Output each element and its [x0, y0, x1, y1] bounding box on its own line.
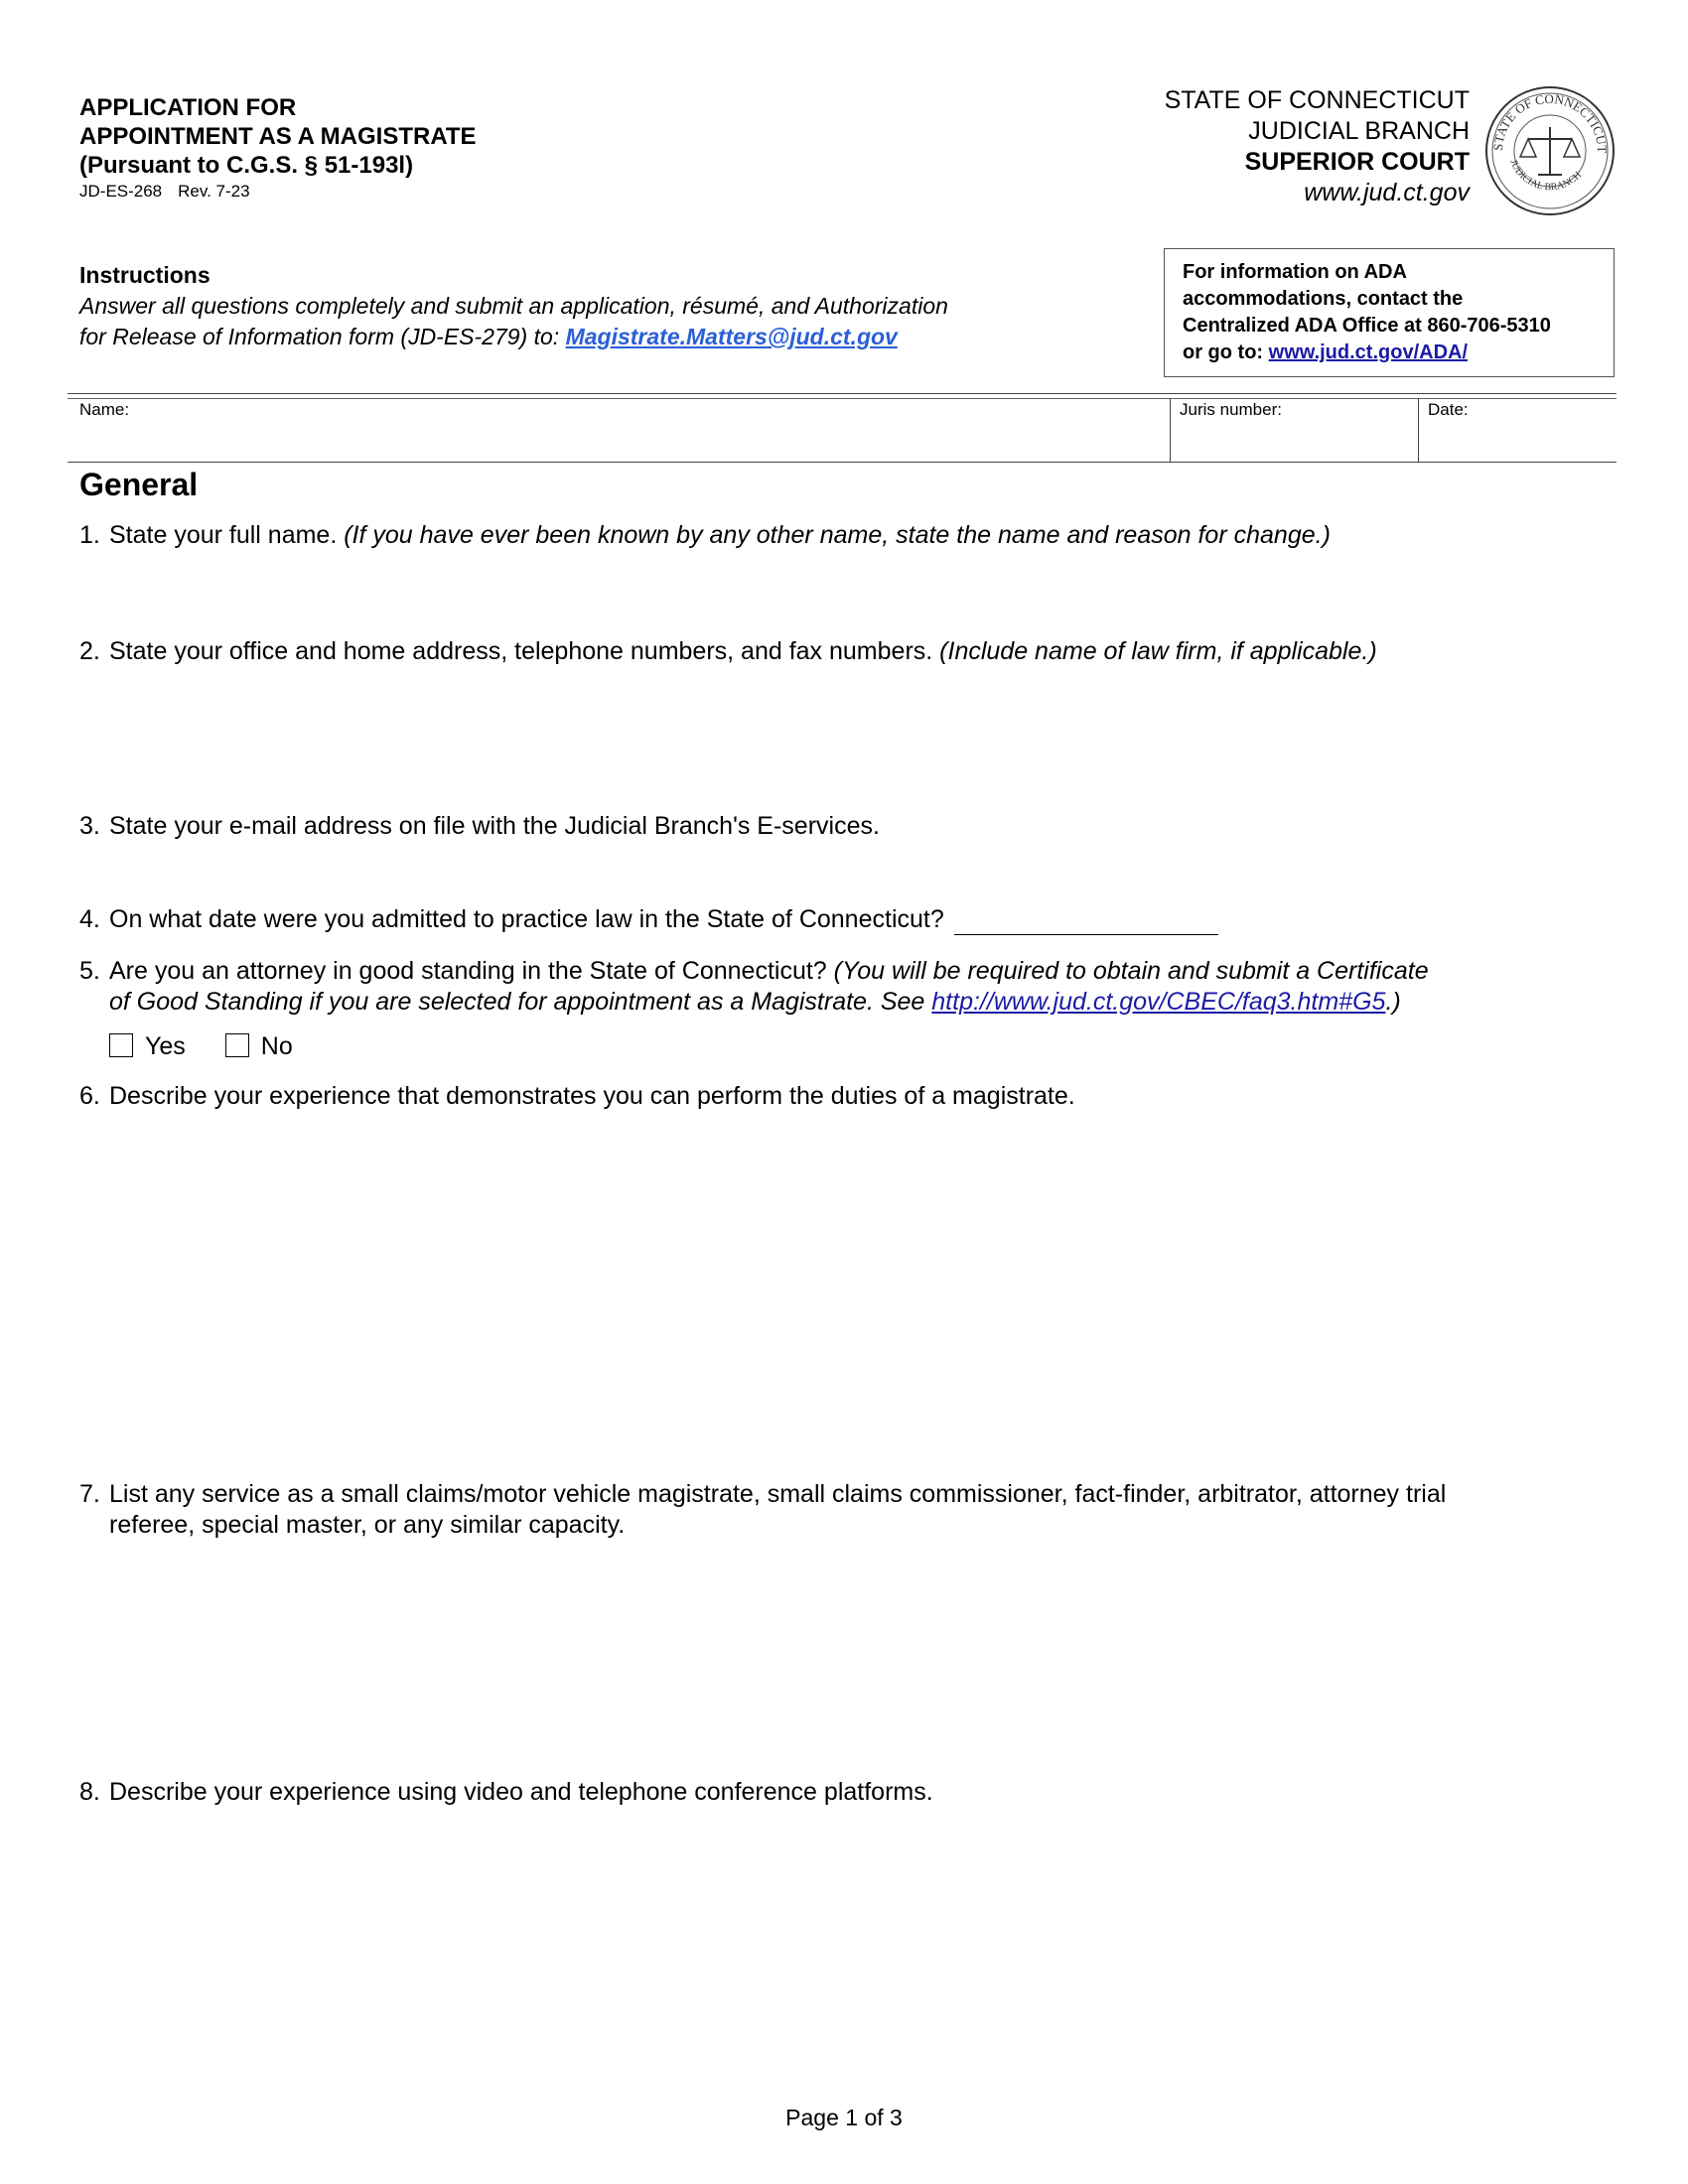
instructions-line-1: Answer all questions completely and submit an application, résumé, and Authorization: [79, 293, 948, 319]
question-text: Are you an attorney in good standing in the State of Connecticut?: [109, 957, 834, 985]
question-number: 4.: [79, 905, 100, 933]
court-branch: JUDICIAL BRANCH: [1248, 117, 1470, 145]
court-name: SUPERIOR COURT: [1244, 148, 1470, 176]
field-divider: [1418, 398, 1419, 462]
title-line-2: APPOINTMENT AS A MAGISTRATE: [79, 123, 477, 150]
question-text: On what date were you admitted to practice law in the State of Connecticut?: [109, 905, 944, 933]
no-checkbox[interactable]: [225, 1033, 249, 1057]
question-4: [79, 904, 1614, 935]
ada-link[interactable]: www.jud.ct.gov/ADA/: [1268, 341, 1469, 363]
court-website: www.jud.ct.gov: [1304, 179, 1470, 206]
question-note: (Include name of law firm, if applicable.): [939, 637, 1377, 665]
question-number: 7.: [79, 1480, 100, 1508]
field-row-rule-top: [68, 393, 1617, 394]
title-line-1: APPLICATION FOR: [79, 94, 297, 121]
question-number: 5.: [79, 957, 100, 985]
field-row-rule-bottom: [68, 462, 1617, 463]
yes-checkbox[interactable]: [109, 1033, 133, 1057]
question-text: State your full name.: [109, 521, 345, 549]
form-number-line: [79, 182, 250, 202]
form-revision: Rev. 7-23: [178, 182, 250, 201]
question-text: State your office and home address, telephone numbers, and fax numbers.: [109, 637, 940, 665]
ada-line-1: For information on ADA: [1183, 261, 1407, 283]
question-text: Describe your experience that demonstrates you can perform the duties of a magistrate.: [109, 1082, 1075, 1110]
instructions: [79, 260, 1072, 352]
court-state: STATE OF CONNECTICUT: [1164, 86, 1470, 114]
admission-date-field[interactable]: [954, 910, 1218, 935]
juris-number-field[interactable]: [1180, 421, 1410, 461]
question-text: List any service as a small claims/motor vehicle magistrate, small claims commissioner, fact-finder, arbitrator, attorney trial: [109, 1480, 1447, 1508]
question-6: [79, 1081, 1614, 1112]
no-option[interactable]: [225, 1032, 293, 1061]
answer-6-area[interactable]: [109, 1117, 1614, 1464]
name-field-label: Name:: [79, 400, 130, 419]
yes-option[interactable]: [109, 1032, 186, 1061]
question-note: (If you have ever been known by any other name, state the name and reason for change.): [344, 521, 1331, 549]
ada-line-2: accommodations, contact the: [1183, 288, 1464, 310]
name-field[interactable]: [79, 421, 1162, 461]
instructions-email-link[interactable]: Magistrate.Matters@jud.ct.gov: [565, 324, 898, 349]
date-field[interactable]: [1428, 421, 1613, 461]
court-block: [1165, 85, 1470, 208]
ada-info-box: [1164, 248, 1615, 377]
question-note: (You will be required to obtain and submit a Certificate: [833, 957, 1429, 985]
ada-line-4: [1183, 340, 1596, 366]
question-note-close: .): [1385, 988, 1401, 1016]
question-2: [79, 636, 1614, 667]
svg-text:STATE OF CONNECTICUT: STATE OF CONNECTICUT: [1489, 90, 1611, 154]
answer-2-area[interactable]: [109, 672, 1614, 801]
answer-3-area[interactable]: [109, 847, 1614, 896]
good-standing-faq-link[interactable]: http://www.jud.ct.gov/CBEC/faq3.htm#G5: [931, 988, 1386, 1016]
judicial-seal-icon: [1482, 83, 1618, 218]
section-general-title: General: [79, 467, 199, 502]
question-5: [79, 956, 1614, 1018]
instructions-heading: Instructions: [79, 262, 211, 288]
answer-8-area[interactable]: [109, 1813, 1614, 2071]
svg-text:JUDICIAL BRANCH: JUDICIAL BRANCH: [1507, 158, 1585, 194]
question-3: [79, 811, 1614, 842]
no-label: No: [260, 1032, 293, 1060]
question-number: 1.: [79, 521, 100, 549]
field-row-rule-top-inner: [68, 398, 1617, 399]
question-note-cont: of Good Standing if you are selected for appointment as a Magistrate. See: [109, 988, 932, 1016]
juris-number-label: Juris number:: [1180, 400, 1282, 419]
form-number: JD-ES-268: [79, 182, 163, 201]
good-standing-options: [109, 1032, 333, 1061]
title-line-3: (Pursuant to C.G.S. § 51-193l): [79, 152, 414, 179]
question-8: [79, 1777, 1614, 1808]
instructions-line-2-text: for Release of Information form (JD-ES-279) to:: [79, 324, 566, 349]
field-divider: [1170, 398, 1171, 462]
answer-7-area[interactable]: [109, 1549, 1614, 1767]
question-text: Describe your experience using video and telephone conference platforms.: [109, 1778, 933, 1806]
question-7: [79, 1479, 1614, 1541]
question-number: 6.: [79, 1082, 100, 1110]
yes-label: Yes: [145, 1032, 186, 1060]
instructions-line-2: [79, 322, 1072, 352]
question-number: 2.: [79, 637, 100, 665]
ada-line-3: Centralized ADA Office at 860-706-5310: [1183, 315, 1551, 337]
question-1: [79, 520, 1614, 551]
answer-1-area[interactable]: [109, 556, 1614, 625]
page-number: Page 1 of 3: [785, 2105, 903, 2130]
question-number: 3.: [79, 812, 100, 840]
form-title: [79, 93, 477, 180]
ada-line-4-text: or go to:: [1183, 341, 1269, 363]
question-text: State your e-mail address on file with the Judicial Branch's E-services.: [109, 812, 880, 840]
date-label: Date:: [1428, 400, 1469, 419]
question-number: 8.: [79, 1778, 100, 1806]
question-text-cont: referee, special master, or any similar capacity.: [109, 1511, 626, 1539]
